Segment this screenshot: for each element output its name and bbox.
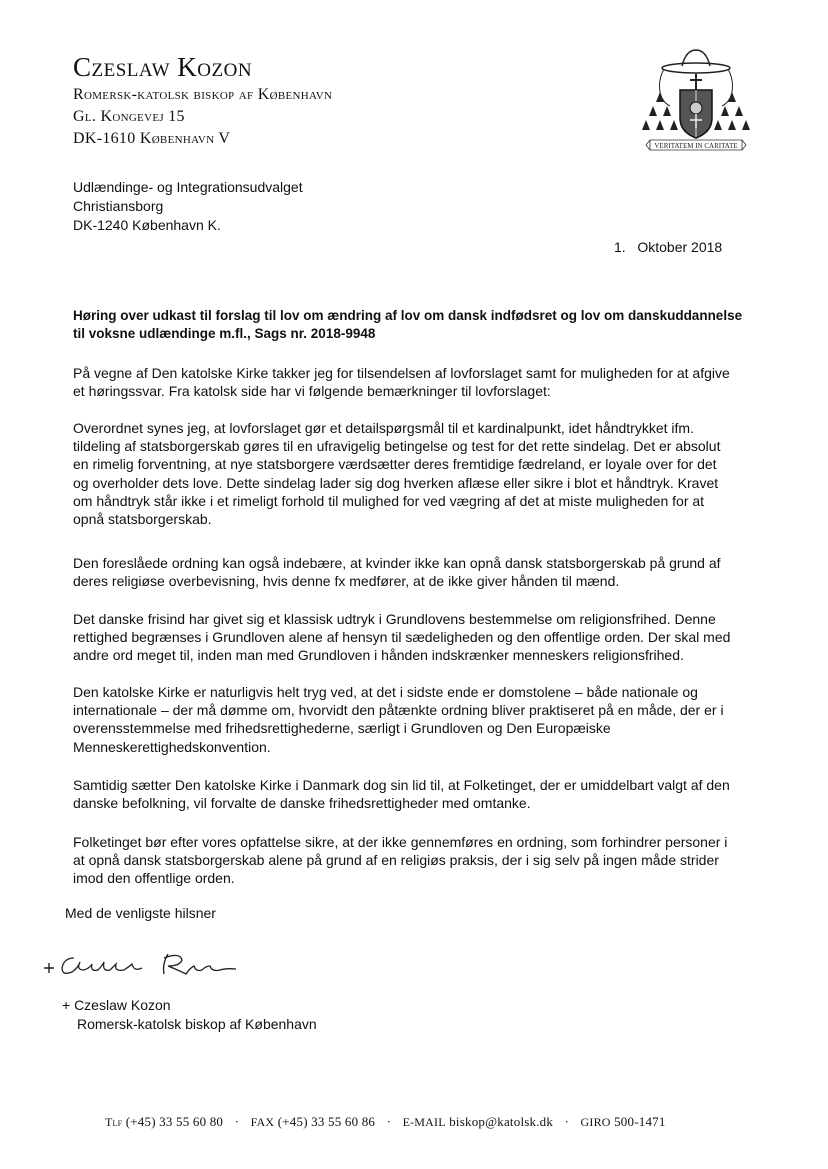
paragraph-line: Den katolske Kirke er naturligvis helt tryg ved, at det i sidste ende er domstolene – både nationale og (73, 684, 698, 700)
handwritten-signature (40, 944, 250, 984)
footer-contact: Tlf (+45) 33 55 60 80 · FAX (+45) 33 55 60 86 · E-MAIL biskop@katolsk.dk · GIRO 500-1471 (105, 1114, 666, 1129)
footer-fax-label: FAX (250, 1115, 275, 1129)
sender-city: DK-1610 København V (73, 130, 231, 147)
paragraph-line: internationale – der må dømme om, hvorvidt den påtænkte ordning bliver praktiseret på en måde, der er i (73, 702, 724, 719)
sender-street: Gl. Kongevej 15 (73, 108, 185, 125)
paragraph-line: overensstemmelse med frihedsrettighederne, særligt i Grundloven og Den Europæiske (73, 720, 611, 737)
footer-tlf: (+45) 33 55 60 80 (125, 1114, 224, 1129)
paragraph-line: om håndtryk står ikke i et rimeligt forhold til mulighed for ved vægring af det at miste muligheden for at (73, 492, 705, 509)
footer-giro: 500-1471 (614, 1114, 666, 1129)
paragraph (73, 419, 745, 528)
paragraph-line: danske befolkning, vil forvalte de danske frihedsrettigheder med omtanke. (73, 795, 531, 812)
sender-name: Czeslaw Kozon (73, 52, 253, 82)
paragraph-line: Den foreslåede ordning kan også indebære, at kvinder ikke kan opnå dansk statsborgerskab på grund af (73, 555, 721, 571)
paragraph-line: Overordnet synes jeg, at lovforslaget gør et detailspørgsmål til et kardinalpunkt, idet håndtrykket ifm. (73, 420, 694, 436)
paragraph-line: tildeling af statsborgerskab gøres til en ufravigelig betingelse og test for det rette sindelag. Det er absolut (73, 438, 721, 455)
paragraph-line: opnå statsborgerskab. (73, 511, 212, 528)
footer-email[interactable]: biskop@katolsk.dk (449, 1114, 554, 1129)
paragraph-line: På vegne af Den katolske Kirke takker jeg for tilsendelsen af lovforslaget samt for muligheden for at afgive (73, 365, 730, 381)
crest-motto: VERITATEM IN CARITATE (654, 142, 738, 150)
paragraph (73, 364, 745, 400)
recipient-line-1: Udlændinge- og Integrationsudvalget (73, 179, 303, 195)
paragraph-line: deres religiøse overbevisning, hvis denne fx medfører, at de ikke giver hånden til mænd. (73, 573, 620, 590)
paragraph-line: en rimelig forventning, at nye statsborgere værdsætter deres fremtidige fædreland, er loyale over for det (73, 456, 717, 473)
paragraph-line: Det danske frisind har givet sig et klassisk udtryk i Grundlovens bestemmelse om religionsfrihed. Denne (73, 611, 716, 627)
paragraph-line: imod den offentlige orden. (73, 870, 235, 887)
footer-giro-label: GIRO (580, 1115, 611, 1129)
subject-heading (73, 307, 743, 343)
sender-title: Romersk-katolsk biskop af København (73, 86, 333, 103)
closing-phrase: Med de venligste hilsner (65, 905, 216, 921)
footer-email-label: E-MAIL (402, 1115, 446, 1129)
paragraph-line: rettighed begrænses i Grundloven alene af hensyn til sædeligheden og den offentlige orden. Der skal med (73, 629, 731, 646)
paragraph (73, 833, 745, 888)
paragraph-line: Samtidig sætter Den katolske Kirke i Danmark dog sin lid til, at Folketinget, der er umiddelbart valgt af den (73, 777, 730, 793)
paragraph-line: Folketinget bør efter vores opfattelse sikre, at der ikke gennemføres en ordning, som forhindrer personer i (73, 834, 728, 850)
paragraph (73, 776, 745, 812)
footer-fax: (+45) 33 55 60 86 (277, 1114, 376, 1129)
subject-line-2: til voksne udlændinge m.fl., Sags nr. 2018-9948 (73, 326, 376, 341)
signer-name: + Czeslaw Kozon (62, 997, 171, 1013)
recipient-line-3: DK-1240 København K. (73, 217, 221, 233)
paragraph (73, 683, 745, 756)
paragraph (73, 554, 745, 590)
paragraph-line: andre ord meget til, inden man med Grundloven i hånden indskrænker menneskers religionsfrihed. (73, 647, 684, 664)
paragraph-line: og overholder dets love. Dette sindelag lader sig dog hverken aflæse eller sikre i blot et håndtryk. Kravet (73, 474, 719, 491)
paragraph-line: at opnå dansk statsborgerskab alene på grund af en religiøs praksis, der i sig selv på ingen måde strider (73, 852, 719, 869)
letter-date: 1. Oktober 2018 (614, 239, 723, 255)
episcopal-crest-icon (640, 40, 752, 155)
subject-line-1: Høring over udkast til forslag til lov om ændring af lov om dansk indfødsret og lov om danskuddannelse (73, 308, 743, 323)
paragraph-line: et høringssvar. Fra katolsk side har vi følgende bemærkninger til lovforslaget: (73, 383, 551, 400)
signer-title: Romersk-katolsk biskop af København (77, 1016, 317, 1032)
footer-tlf-label: Tlf (105, 1115, 123, 1129)
paragraph (73, 610, 745, 665)
recipient-line-2: Christiansborg (73, 198, 164, 214)
paragraph-line: Menneskerettighedskonvention. (73, 738, 271, 755)
